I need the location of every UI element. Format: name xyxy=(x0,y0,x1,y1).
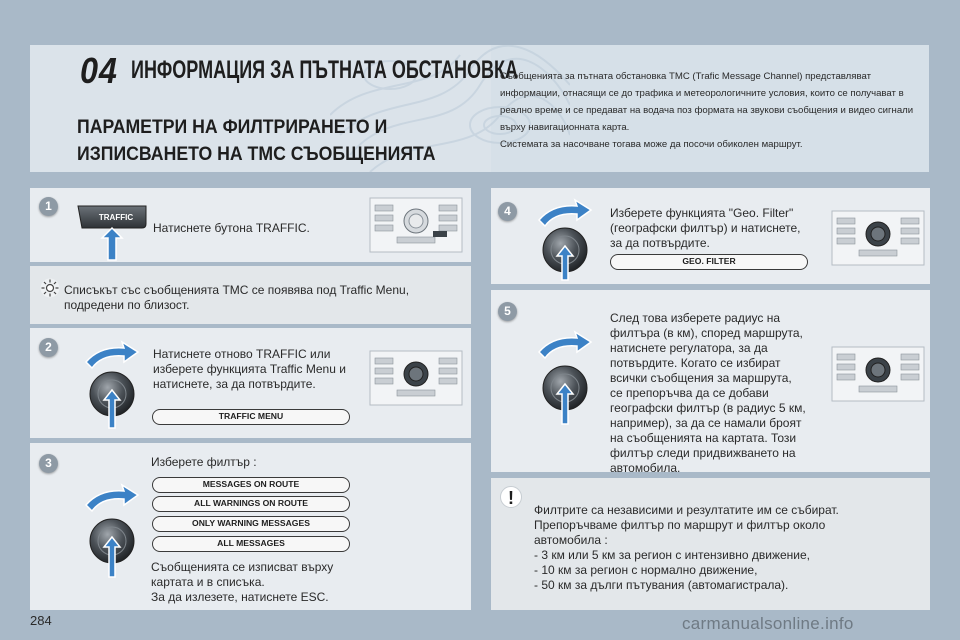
filter-option-only-warning-messages[interactable]: ONLY WARNING MESSAGES xyxy=(152,516,350,532)
tip-panel xyxy=(30,266,471,324)
step5-line: натиснете регулатора, за да xyxy=(610,341,768,355)
step-number-badge: 5 xyxy=(498,302,517,321)
step3-footer-line: Съобщенията се изписват върху xyxy=(151,560,334,574)
step3-text: Изберете филтър : xyxy=(151,455,257,469)
intro-text xyxy=(500,68,920,153)
step4-panel xyxy=(491,188,930,284)
step5-line: всички съобщения за маршрута, xyxy=(610,371,792,385)
tip-line: Списъкът със съобщенията TMC се появява под Traffic Menu, xyxy=(64,283,410,297)
lightbulb-icon xyxy=(40,278,60,298)
warning-line: - 50 км за дълги пътувания (автомагистрала). xyxy=(534,578,789,592)
step-number-badge: 4 xyxy=(498,202,517,221)
rotary-knob-icon xyxy=(533,330,597,426)
chapter-number: 04 xyxy=(80,50,118,91)
step5-text xyxy=(610,311,806,476)
traffic-button-icon xyxy=(68,202,150,264)
warning-line: - 10 км за регион с нормално движение, xyxy=(534,563,758,577)
intro-line: Съобщенията за пътната обстановка TMC (Trafic Message Channel) представляват xyxy=(500,71,871,82)
chapter-title: ИНФОРМАЦИЯ ЗА ПЪТНАТА ОБСТАНОВКА xyxy=(131,56,519,84)
section-title-line1: ПАРАМЕТРИ НА ФИЛТРИРАНЕТО И xyxy=(77,117,388,138)
step5-line: автомобила. xyxy=(610,461,681,475)
warning-line: Филтрите са независими и резултатите им се събират. xyxy=(534,503,839,517)
step5-line: географски филтър (в радиус 5 км, xyxy=(610,401,806,415)
rotary-knob-icon xyxy=(80,483,144,579)
step-number-badge: 2 xyxy=(39,338,58,357)
traffic-menu-item[interactable]: TRAFFIC MENU xyxy=(152,409,350,425)
step5-line: на съобщенията на картата. Този xyxy=(610,431,797,445)
step3-panel xyxy=(30,443,471,610)
warning-line: автомобила : xyxy=(534,533,608,547)
step4-line: за да потвърдите. xyxy=(610,236,710,250)
step2-text xyxy=(153,347,346,392)
step2-line: натиснете, за да потвърдите. xyxy=(153,377,316,391)
rotary-knob-icon xyxy=(80,340,144,430)
filter-option-all-warnings-on-route[interactable]: ALL WARNINGS ON ROUTE xyxy=(152,496,350,512)
watermark: carmanualsonline.info xyxy=(682,614,854,633)
geo-filter-item[interactable]: GEO. FILTER xyxy=(610,254,808,270)
step4-text xyxy=(610,206,800,251)
step4-line: (географски филтър) и натиснете, xyxy=(610,221,801,235)
radio-unit-image xyxy=(831,346,925,402)
step5-line: например), за да се намали броят xyxy=(610,416,802,430)
step2-line: изберете функцията Traffic Menu и xyxy=(153,362,346,376)
warning-icon: ! xyxy=(500,486,522,508)
warning-line: - 3 км или 5 км за регион с интензивно движение, xyxy=(534,548,810,562)
step5-panel xyxy=(491,290,930,475)
step1-text: Натиснете бутона TRAFFIC. xyxy=(153,221,310,235)
step5-line: потвърдите. Когато се избират xyxy=(610,356,781,370)
step3-footer-line: За да излезете, натиснете ESC. xyxy=(151,590,329,604)
section-title-line2: ИЗПИСВАНЕТО НА TMC СЪОБЩЕНИЯТА xyxy=(77,144,436,165)
intro-line: върху навигационната карта. xyxy=(500,122,630,133)
radio-unit-image xyxy=(831,210,925,266)
warning-line: Препоръчваме филтър по маршрут и филтър около xyxy=(534,518,826,532)
traffic-button-label: TRAFFIC xyxy=(98,213,134,222)
rotary-knob-icon xyxy=(533,198,597,282)
step5-line: След това изберете радиус на xyxy=(610,311,781,325)
step3-footer xyxy=(151,560,333,605)
step1-panel xyxy=(30,188,471,262)
filter-option-all-messages[interactable]: ALL MESSAGES xyxy=(152,536,350,552)
section-title xyxy=(77,114,435,168)
radio-unit-image xyxy=(369,197,463,253)
tip-line: подредени по близост. xyxy=(64,298,190,312)
step2-panel xyxy=(30,328,471,438)
step3-footer-line: картата и в списъка. xyxy=(151,575,265,589)
intro-line: информации, отнасящи се до трафика и метеорологичните условия, които се получават в xyxy=(500,88,904,99)
step-number-badge: 3 xyxy=(39,454,58,473)
filter-option-messages-on-route[interactable]: MESSAGES ON ROUTE xyxy=(152,477,350,493)
step5-line: филтъра (в км), според маршрута, xyxy=(610,326,803,340)
intro-line: реално време и се предават на водача поз формата на звукови съобщения и видео сигнали xyxy=(500,105,914,116)
radio-unit-image xyxy=(369,350,463,406)
step5-line: се препоръчва да се добави xyxy=(610,386,769,400)
step-number-badge: 1 xyxy=(39,197,58,216)
warning-text xyxy=(534,503,839,593)
warning-panel xyxy=(491,478,930,610)
tip-text xyxy=(64,283,409,313)
page-number: 284 xyxy=(30,613,52,628)
intro-line: Системата за насочване тогава може да посочи обиколен маршрут. xyxy=(500,139,803,150)
step5-line: филтър следи придвижването на xyxy=(610,446,796,460)
step4-line: Изберете функцията "Geo. Filter" xyxy=(610,206,794,220)
step2-line: Натиснете отново TRAFFIC или xyxy=(153,347,331,361)
